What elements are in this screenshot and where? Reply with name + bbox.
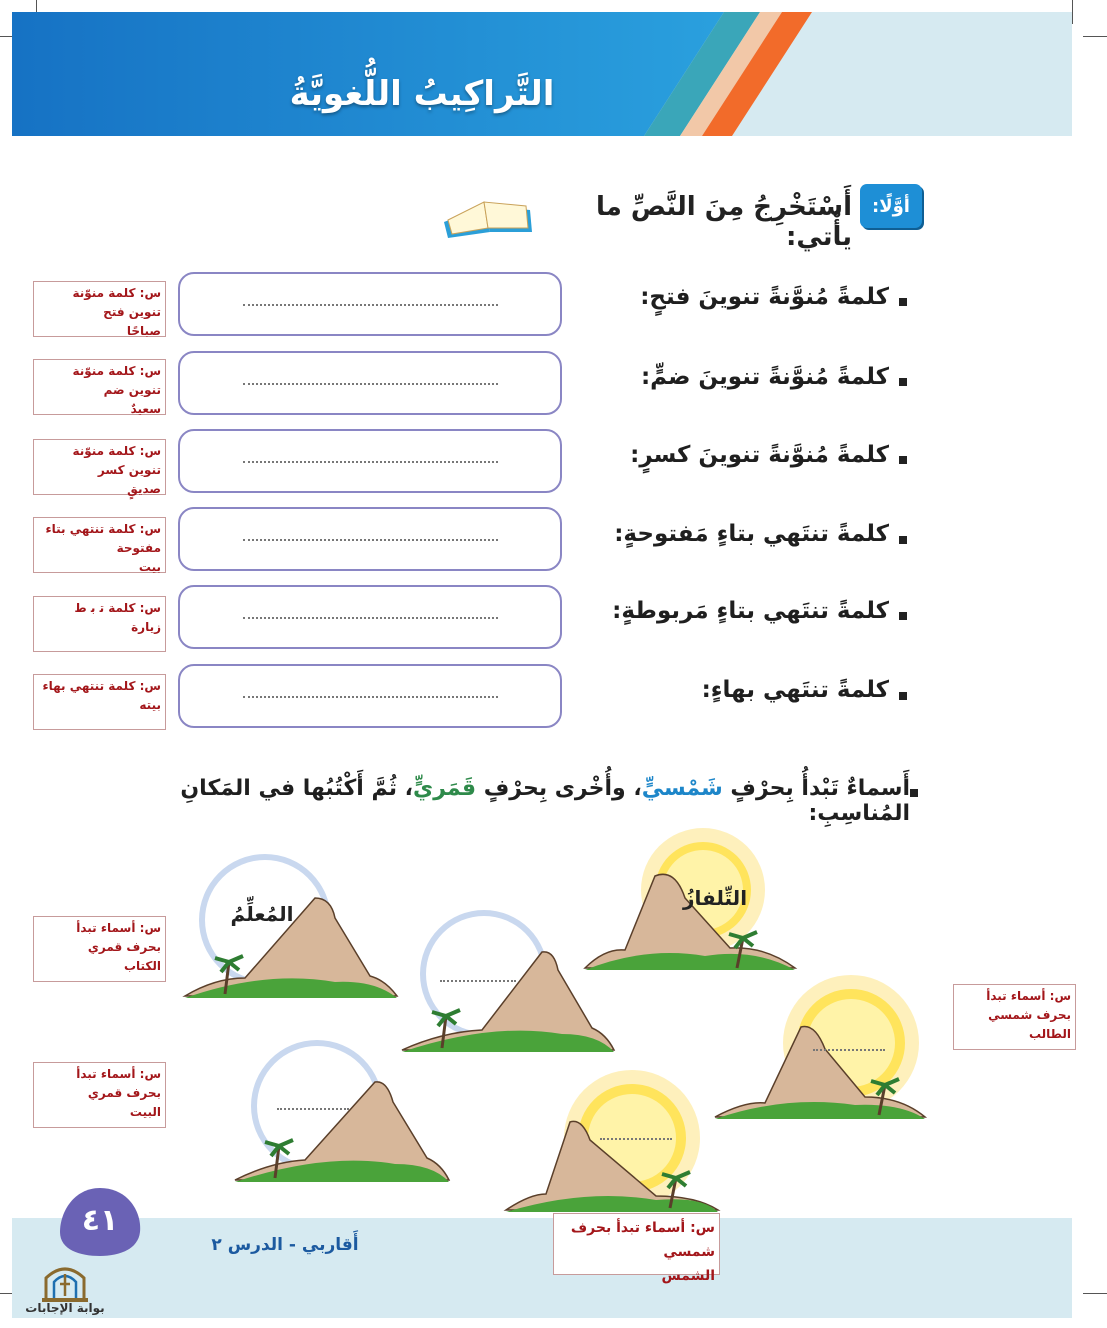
note-question: س: كلمة تنتهي بتاء مفتوحة (45, 522, 161, 555)
scene-answer-line[interactable] (277, 1108, 349, 1110)
crop-mark (1072, 0, 1073, 24)
answer-field[interactable] (178, 429, 562, 493)
note-answer: بيته (139, 698, 161, 712)
answer-note (33, 439, 166, 495)
note-question: س: أسماء تبدأ بحرف قمري (76, 921, 161, 954)
sun-scene (715, 985, 925, 1125)
lesson-reference: أَقاربي - الدرس ٢ (211, 1235, 359, 1255)
note-question: س: أسماء تبدأ بحرف شمسي (570, 1220, 715, 1260)
answer-note (33, 359, 166, 415)
exercise-label: كلمةً مُنوَّنةً تنوينَ فتحٍ: (640, 284, 889, 310)
answer-note (33, 674, 166, 730)
scene-answer-line[interactable] (600, 1138, 672, 1140)
note-answer: صباحًا (126, 324, 161, 338)
crop-mark (1083, 36, 1107, 37)
note-question: س: أسماء تبدأ بحرف شمسي (986, 989, 1071, 1022)
exercise-label: كلمةً تنتَهي بهاءٍ: (701, 677, 889, 703)
answer-field[interactable] (178, 664, 562, 728)
note-question: س: كلمة منوّنة تنوين ضم (72, 364, 161, 397)
bullet (899, 612, 907, 620)
sun-scene (585, 828, 795, 978)
exercise-label: كلمةً تنتَهي بتاءٍ مَربوطةٍ: (612, 598, 889, 624)
crop-mark (1083, 1293, 1107, 1294)
note-answer: زيارة (131, 620, 161, 634)
note-question: س: كلمة تنتهي بهاء (42, 679, 161, 693)
moon-scene (402, 908, 614, 1053)
note-answer: البيت (129, 1105, 161, 1119)
note-question: س: كلمة منوّنة تنوين كسر (72, 444, 161, 477)
section-title: أَسْتَخْرِجُ مِنَ النَّصِّ ما يأْتي: (595, 192, 852, 252)
answer-field[interactable] (178, 585, 562, 649)
answer-note (33, 281, 166, 337)
answer-note (33, 916, 166, 982)
instruction-part: أَسماءٌ تَبْدأُ بِحرْفٍ (730, 776, 910, 801)
answer-note (953, 984, 1076, 1050)
open-book-icon (440, 192, 536, 242)
moon-scene (235, 1040, 449, 1182)
bullet (899, 378, 907, 386)
bullet (899, 456, 907, 464)
header-banner (12, 12, 1072, 136)
scene-answer-line[interactable] (813, 1049, 885, 1051)
note-answer: صديقٍ (127, 482, 161, 496)
footer-band (12, 1218, 1072, 1318)
instruction-text (100, 776, 910, 826)
sun-letter-word: شَمْسيٍّ (641, 776, 723, 801)
note-question: س: أسماء تبدأ بحرف قمري (76, 1067, 161, 1100)
bullet (899, 298, 907, 306)
logo-text: بوابة الإجابات (25, 1301, 105, 1315)
note-answer: الكتاب (123, 959, 161, 973)
answer-note (553, 1213, 720, 1284)
answer-field[interactable] (178, 507, 562, 571)
note-answer: الطالب (1028, 1027, 1071, 1041)
answer-note (33, 517, 166, 573)
exercise-label: كلمةً مُنوَّنةً تنوينَ ضمٍّ: (640, 364, 889, 390)
answer-note (33, 1062, 166, 1128)
bullet (899, 692, 907, 700)
bullet (910, 789, 918, 797)
bullet (899, 536, 907, 544)
instruction-part: ، وأُخْرى بِحرْفٍ (483, 776, 642, 801)
answer-field[interactable] (178, 272, 562, 336)
note-question: س: كلمة منوّنة تنوين فتح (72, 286, 161, 319)
moon-scene (185, 858, 397, 998)
note-answer: الشمس (661, 1268, 715, 1284)
note-question: س: كلمة ﺗ ﺑ ﻃ (75, 601, 161, 615)
instruction-part: ، ثُمَّ أَكْتُبُها في المَكانِ المُناسِبِ: (180, 776, 910, 826)
answer-field[interactable] (178, 351, 562, 415)
answer-note (33, 596, 166, 652)
sun-scene (506, 1070, 718, 1218)
section-badge: أوَّلًا: (860, 184, 922, 228)
scene-word: التِّلفازُ (682, 886, 748, 910)
page-number: ٤١ (81, 1203, 119, 1238)
exercise-label: كلمةً تنتَهي بتاءٍ مَفتوحةٍ: (614, 521, 889, 547)
scene-word: المُعلِّمُ (230, 902, 294, 926)
page-title: التَّراكِيبُ اللُّغويَّةُ (289, 74, 555, 114)
note-answer: بيت (138, 560, 161, 574)
exercise-label: كلمةً مُنوَّنةً تنوينَ كسرٍ: (630, 442, 889, 468)
moon-letter-word: قَمَريٍّ (413, 776, 477, 801)
note-answer: سعيدٌ (130, 402, 161, 416)
scene-answer-line[interactable] (440, 980, 516, 982)
